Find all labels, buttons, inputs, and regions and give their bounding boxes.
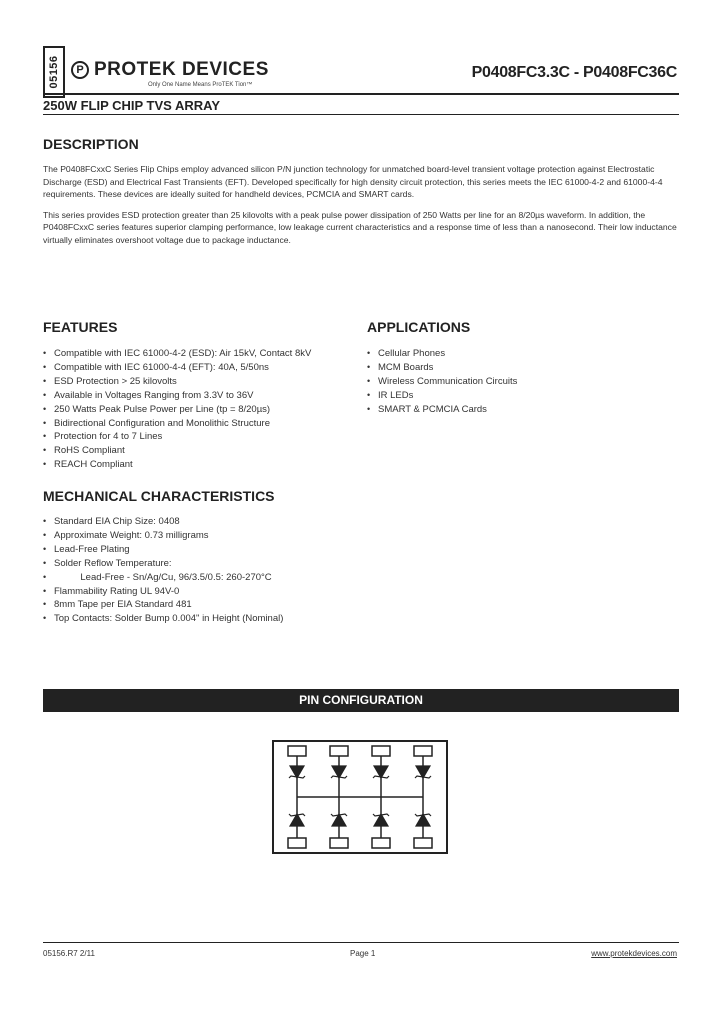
footer-revision: 05156.R7 2/11 [43, 949, 95, 958]
list-item: • Standard EIA Chip Size: 0408 [43, 515, 283, 529]
protek-logo-icon: P [71, 61, 89, 79]
list-item: • 8mm Tape per EIA Standard 481 [43, 598, 283, 612]
pad-top-3 [372, 746, 390, 756]
pad-top-2 [330, 746, 348, 756]
pad-bottom-2 [330, 838, 348, 848]
list-item: • Bidirectional Configuration and Monolithic Structure [43, 417, 311, 431]
page-title: 250W FLIP CHIP TVS ARRAY [43, 98, 220, 113]
pad-bottom-4 [414, 838, 432, 848]
list-item: • SMART & PCMCIA Cards [367, 403, 517, 417]
applications-list [367, 347, 517, 417]
list-item: • Lead-Free - Sn/Ag/Cu, 96/3.5/0.5: 260-270°C [43, 571, 283, 585]
part-numbers: P0408FC3.3C - P0408FC36C [471, 64, 677, 81]
mechanical-list [43, 515, 283, 626]
pin-configuration-heading: PIN CONFIGURATION [43, 689, 679, 712]
list-item: • Compatible with IEC 61000-4-2 (ESD): Air 15kV, Contact 8kV [43, 347, 311, 361]
list-item: • ESD Protection > 25 kilovolts [43, 375, 311, 389]
list-item: • REACH Compliant [43, 458, 311, 472]
doc-number-box [43, 46, 65, 98]
list-item: • IR LEDs [367, 389, 517, 403]
header-rule [43, 93, 679, 95]
footer-website-link[interactable]: www.protekdevices.com [591, 949, 677, 958]
footer-rule [43, 942, 679, 943]
tvs-diode-icon [289, 766, 431, 826]
description-text [43, 163, 679, 254]
description-heading: DESCRIPTION [43, 136, 139, 152]
features-list [43, 347, 311, 472]
list-item: • Approximate Weight: 0.73 milligrams [43, 529, 283, 543]
pin-configuration-diagram [270, 738, 450, 858]
list-item: • Compatible with IEC 61000-4-4 (EFT): 40A, 5/50ns [43, 361, 311, 375]
list-item: • Solder Reflow Temperature: [43, 557, 283, 571]
list-item: • MCM Boards [367, 361, 517, 375]
description-paragraph-1: The P0408FCxxC Series Flip Chips employ advanced silicon P/N junction technology for unmatched board-level transient voltage protection against Electrostatic Discharge (ESD) and Electrical Fast Transients (EFT). Developed specifically for high density circuit protection, this series meets the IEC 61000-4-2 and 61000-4-4 requirements. These devices are ideally suited for handheld devices, PCMCIA and SMART cards. [43, 164, 663, 199]
list-item: • Available in Voltages Ranging from 3.3V to 36V [43, 389, 311, 403]
applications-heading: APPLICATIONS [367, 319, 471, 335]
brand-name: PROTEK DEVICES [94, 59, 269, 80]
features-heading: FEATURES [43, 319, 118, 335]
pad-bottom-3 [372, 838, 390, 848]
list-item: • Flammability Rating UL 94V-0 [43, 585, 283, 599]
pad-top-1 [288, 746, 306, 756]
list-item: • Top Contacts: Solder Bump 0.004" in Height (Nominal) [43, 612, 283, 626]
pad-bottom-1 [288, 838, 306, 848]
tagline: Only One Name Means ProTEK Tion™ [148, 82, 253, 88]
list-item: • 250 Watts Peak Pulse Power per Line (tp = 8/20µs) [43, 403, 311, 417]
mechanical-heading: MECHANICAL CHARACTERISTICS [43, 488, 275, 504]
list-item: • Lead-Free Plating [43, 543, 283, 557]
pad-top-4 [414, 746, 432, 756]
list-item: • RoHS Compliant [43, 444, 311, 458]
description-paragraph-2: This series provides ESD protection greater than 25 kilovolts with a peak pulse power dissipation of 250 Watts per line for an 8/20µs waveform. In addition, the P0408FCxxC series features superior clamping performance, low leakage current characteristics and a response time of less than a nanosecond. Their low inductance virtually eliminates overshoot voltage due to package inductance. [43, 209, 677, 245]
list-item: • Cellular Phones [367, 347, 517, 361]
footer-page-number: Page 1 [350, 949, 376, 958]
doc-number: 05156 [48, 55, 60, 89]
list-item: • Wireless Communication Circuits [367, 375, 517, 389]
list-item: • Protection for 4 to 7 Lines [43, 430, 311, 444]
title-rule [43, 114, 679, 115]
